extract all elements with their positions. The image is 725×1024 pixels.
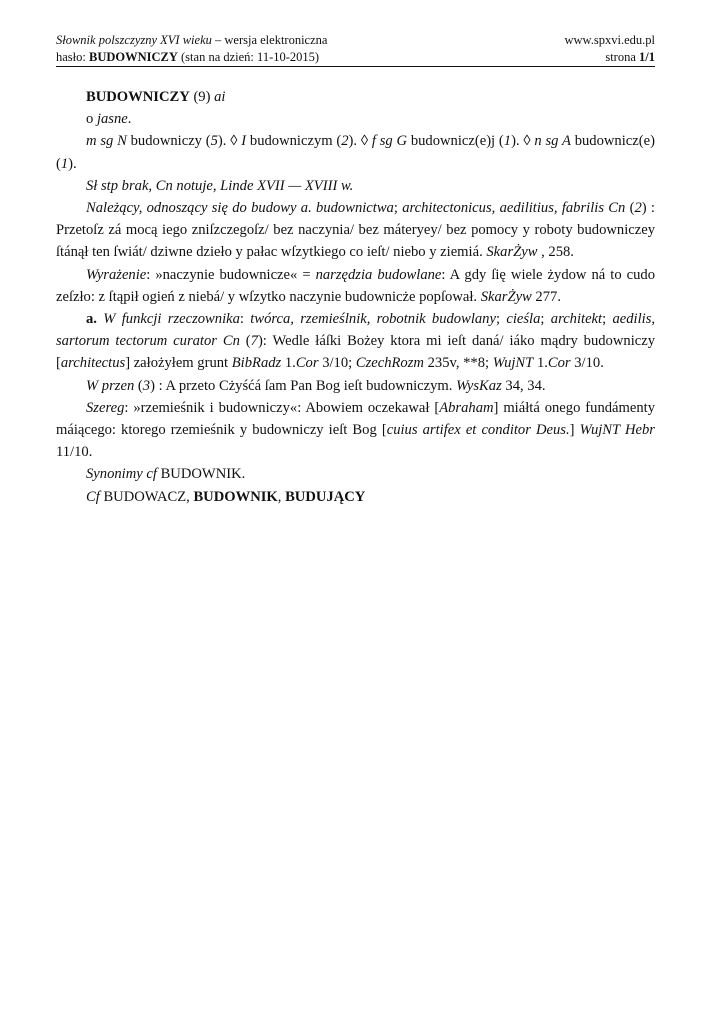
citation-source: CzechRozm [355, 355, 424, 372]
sources-note: Sł stp brak, Cn notuje, Linde XVII — XVIII w. [86, 177, 354, 194]
cross-reference-section: Cf BUDOWACZ, BUDOWNIK, BUDUJĄCY [86, 488, 366, 505]
entry-info: hasło: BUDOWNICZY (stan na dzień: 11-10-2015) [56, 50, 320, 64]
citation-quote: A przeto Cżyśćá ſam Pan Bog ieſt budowniczym. [165, 377, 457, 394]
citation-quote: Abowiem oczekawał [ [305, 399, 440, 416]
citation-source: SkarŻyw [480, 288, 532, 305]
entry-headline: BUDOWNICZY (9) ai [86, 89, 226, 105]
citation-source: WujNT [492, 355, 534, 372]
cross-ref-2: BUDOWNIK [193, 488, 278, 505]
page-indicator: strona 1/1 [605, 50, 655, 64]
figurative-section: W przen (3) : A przeto Cżyśćá ſam Pan Bog ieſt budowniczym. WysKaz 34, 34. [86, 377, 546, 394]
citation-quote: : A gdy ſię wiele żydow ná to cudo zeſzło: z ſtąpił ogień z niebá/ y wſzytko naczynie budownicże popſował. [56, 266, 656, 305]
citation-source: SkarŻyw [486, 244, 538, 261]
citation-source: WysKaz [456, 377, 502, 394]
citation-quote: Przetoſz zá mocą iego zniſzczegoſz/ bez naczynia/ bez máteryey/ bez pomocy y roboty budowniczey ſtánął ten ſwiát/ dziwne dzieło y pałac wſzytkiego co ieſt/ niebo y ziemiá. [56, 222, 655, 261]
entry-headword: BUDOWNICZY [86, 89, 190, 105]
citation-quote: Wedle łáſki Bożey ktora mi ieſt daná/ iáko mądry budowniczy [ [56, 333, 655, 372]
dictionary-title: Słownik polszczyzny XVI wieku – wersja elektroniczna [56, 33, 328, 47]
noun-function-section: a. W funkcji rzeczownika: twórca, rzemieślnik, robotnik budowlany; cieśla; architekt; aedilis, sartorum tectorum curator Cn (7): Wedle łáſki Bożey ktora mi ieſt daná/ iáko mądry budowniczy [architectus] założyłem grunt BibRadz 1.Cor 3/10; CzechRozm 235v, **8; WujNT 1.Cor 3/10. [56, 311, 656, 372]
synonym-link: BUDOWNIK. [156, 466, 246, 483]
website-link[interactable]: www.spxvi.edu.pl [564, 33, 655, 47]
synonyms-section: Synonimy cf BUDOWNIK. [86, 466, 246, 483]
header-row-1 [56, 32, 655, 49]
series-section: Szereg: »rzemieśnik i budowniczy«: Abowiem oczekawał [Abraham] miáłtá onego fundámenty máiącego: ktorego rzemieśnik y budowniczy ieſt Bog [cuius artifex et conditor Deus.] WujNT Hebr 11/10. [56, 399, 656, 461]
citation-source: BibRadz [231, 355, 282, 372]
page-header [56, 32, 655, 66]
inflection-line: m sg N budowniczy (5). ◊ I budowniczym (2). ◊ f sg G budownicz(e)j (1). ◊ n sg A budownicz(e) (1). [56, 133, 655, 172]
cross-ref-3: BUDUJĄCY [285, 488, 366, 505]
pronunciation-line: o jasne. [86, 111, 132, 128]
header-divider [56, 66, 655, 67]
cross-ref-1: BUDOWACZ, [99, 488, 194, 505]
citation-source: WujNT Hebr [579, 422, 655, 439]
header-headword: BUDOWNICZY [88, 50, 178, 64]
expression-section: Wyrażenie: »naczynie budownicze« = narzędzia budowlane: A gdy ſię wiele żydow ná to cudo zeſzło: z ſtąpił ogień z niebá/ y wſzytko naczynie budownicże popſował. SkarŻyw 277. [56, 266, 656, 305]
header-row-2 [56, 49, 655, 66]
dictionary-entry [56, 86, 655, 508]
definition-main: Należący, odnoszący się do budowy a. budownictwa; architectonicus, aedilitius, fabrilis Cn (2) : Przetoſz zá mocą iego zniſzczegoſz/ bez naczynia/ bez máteryey/ bez pomocy y roboty budowniczey ſtánął ten ſwiát/ dziwne dzieło y pałac wſzytkiego co ieſt/ niebo y ziemiá. SkarŻyw , 258. [56, 200, 655, 261]
